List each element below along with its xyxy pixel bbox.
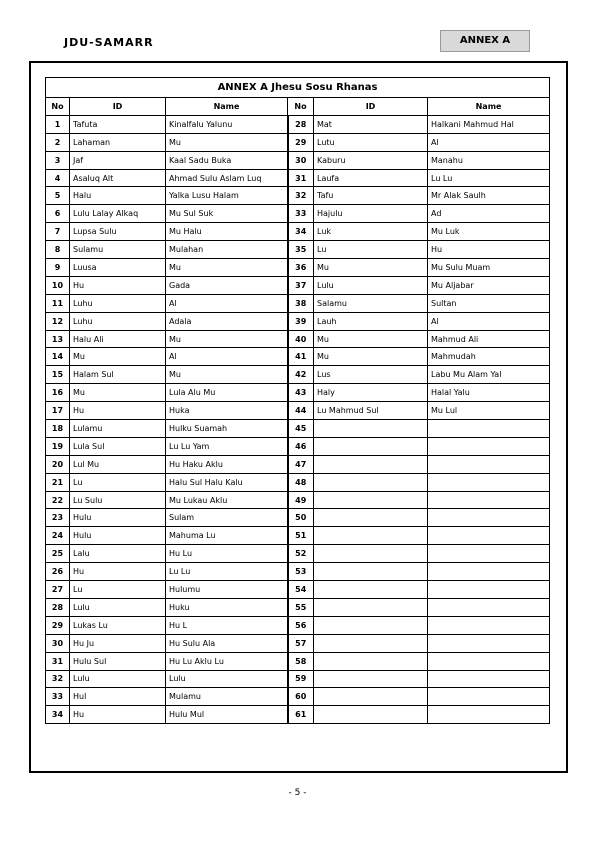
row-name-cell: Al [166,348,288,366]
row-name-cell: Sulam [166,509,288,527]
row-id-cell [314,563,428,581]
row-number-cell: 61 [288,706,314,724]
row-number-cell: 31 [46,652,70,670]
row-id-cell: Lu Sulu [70,491,166,509]
row-name-cell [428,563,550,581]
row-id-cell: Mu [70,348,166,366]
table-row [46,527,550,545]
table-row [46,688,550,706]
row-number-cell: 36 [288,259,314,277]
table-row [46,634,550,652]
column-header: No [46,98,70,116]
row-id-cell [314,652,428,670]
row-id-cell: Halu [70,187,166,205]
row-name-cell: Mu [166,133,288,151]
row-number-cell: 46 [288,437,314,455]
row-name-cell: Kaal Sadu Buka [166,151,288,169]
row-id-cell: Hu [70,402,166,420]
row-id-cell: Luusa [70,259,166,277]
row-id-cell: Lahaman [70,133,166,151]
row-number-cell: 58 [288,652,314,670]
row-number-cell: 33 [46,688,70,706]
column-header: No [288,98,314,116]
row-id-cell: Hul [70,688,166,706]
row-id-cell: Halu Ali [70,330,166,348]
row-name-cell: Mu Halu [166,223,288,241]
page-number: - 5 - [288,788,307,798]
row-id-cell: Lus [314,366,428,384]
row-name-cell [428,437,550,455]
annex-label-box: ANNEX A [440,30,530,52]
row-name-cell [428,509,550,527]
row-id-cell [314,670,428,688]
row-number-cell: 4 [46,169,70,187]
row-id-cell [314,598,428,616]
row-id-cell: Hulu [70,509,166,527]
row-name-cell: Hu Lu Aklu Lu [166,652,288,670]
column-header: ID [314,98,428,116]
row-name-cell: Ad [428,205,550,223]
row-name-cell: Lu Lu [428,169,550,187]
row-number-cell: 35 [288,241,314,259]
row-id-cell: Haly [314,384,428,402]
row-name-cell [428,473,550,491]
row-number-cell: 17 [46,402,70,420]
row-id-cell: Luhu [70,312,166,330]
row-name-cell [428,652,550,670]
row-id-cell: Luhu [70,294,166,312]
row-number-cell: 7 [46,223,70,241]
row-id-cell [314,509,428,527]
row-name-cell: Mr Alak Saulh [428,187,550,205]
row-name-cell: Labu Mu Alam Yal [428,366,550,384]
row-name-cell: Gada [166,276,288,294]
table-row [46,205,550,223]
row-id-cell [314,706,428,724]
table-row [46,455,550,473]
row-id-cell [314,616,428,634]
table-row [46,670,550,688]
row-number-cell: 27 [46,581,70,599]
row-name-cell [428,616,550,634]
row-name-cell: Al [166,294,288,312]
table-row [46,169,550,187]
names-table [45,77,550,724]
row-number-cell: 51 [288,527,314,545]
row-name-cell: Kinalfalu Yalunu [166,115,288,133]
row-number-cell: 43 [288,384,314,402]
row-number-cell: 60 [288,688,314,706]
row-name-cell [428,634,550,652]
row-name-cell: Lu Lu Yam [166,437,288,455]
row-number-cell: 22 [46,491,70,509]
row-id-cell: Asaluq Alt [70,169,166,187]
row-number-cell: 52 [288,545,314,563]
row-id-cell: Halam Sul [70,366,166,384]
row-number-cell: 59 [288,670,314,688]
row-id-cell: Hu [70,276,166,294]
row-name-cell: Mu Lul [428,402,550,420]
row-name-cell: Halkani Mahmud Hal [428,115,550,133]
row-id-cell [314,634,428,652]
row-number-cell: 48 [288,473,314,491]
row-id-cell: Lulu [314,276,428,294]
table-row [46,491,550,509]
row-id-cell: Hulu [70,527,166,545]
row-name-cell: Mulahan [166,241,288,259]
row-number-cell: 38 [288,294,314,312]
row-number-cell: 40 [288,330,314,348]
row-name-cell: Hulu Mul [166,706,288,724]
row-number-cell: 54 [288,581,314,599]
table-row [46,259,550,277]
row-id-cell: Kaburu [314,151,428,169]
table-title: ANNEX A Jhesu Sosu Rhanas [46,78,550,98]
row-number-cell: 9 [46,259,70,277]
row-name-cell [428,491,550,509]
row-name-cell: Mu [166,366,288,384]
row-number-cell: 12 [46,312,70,330]
row-id-cell: Lulu Lalay Alkaq [70,205,166,223]
table-row [46,598,550,616]
row-name-cell: Mu Aljabar [428,276,550,294]
table-row [46,706,550,724]
row-number-cell: 32 [46,670,70,688]
row-id-cell: Jaf [70,151,166,169]
row-number-cell: 41 [288,348,314,366]
row-id-cell [314,455,428,473]
row-name-cell: Lula Alu Mu [166,384,288,402]
row-name-cell [428,706,550,724]
row-number-cell: 24 [46,527,70,545]
row-number-cell: 44 [288,402,314,420]
row-name-cell: Halal Yalu [428,384,550,402]
row-name-cell [428,688,550,706]
row-name-cell: Mu Lukau Aklu [166,491,288,509]
table-row [46,473,550,491]
row-id-cell [314,420,428,438]
row-id-cell: Luk [314,223,428,241]
row-number-cell: 20 [46,455,70,473]
row-id-cell: Lupsa Sulu [70,223,166,241]
row-name-cell [428,670,550,688]
row-id-cell: Sulamu [70,241,166,259]
row-name-cell [428,420,550,438]
row-name-cell: Sultan [428,294,550,312]
row-id-cell: Lulu [70,598,166,616]
row-id-cell: Salamu [314,294,428,312]
row-number-cell: 50 [288,509,314,527]
row-name-cell: Mahmudah [428,348,550,366]
table-row [46,133,550,151]
row-number-cell: 57 [288,634,314,652]
row-name-cell: Huku [166,598,288,616]
row-number-cell: 32 [288,187,314,205]
row-id-cell: Mu [70,384,166,402]
row-id-cell: Hulu Sul [70,652,166,670]
row-name-cell: Hu L [166,616,288,634]
row-id-cell: Hu Ju [70,634,166,652]
row-number-cell: 10 [46,276,70,294]
row-name-cell: Hu Haku Aklu [166,455,288,473]
row-name-cell: Mu [166,259,288,277]
row-number-cell: 8 [46,241,70,259]
row-name-cell: Lu Lu [166,563,288,581]
row-number-cell: 29 [46,616,70,634]
row-name-cell: Mu Sul Suk [166,205,288,223]
table-row [46,616,550,634]
row-id-cell: Lauh [314,312,428,330]
row-id-cell [314,545,428,563]
row-number-cell: 18 [46,420,70,438]
row-number-cell: 33 [288,205,314,223]
row-name-cell [428,527,550,545]
row-name-cell: Mahuma Lu [166,527,288,545]
row-number-cell: 23 [46,509,70,527]
row-number-cell: 31 [288,169,314,187]
row-id-cell: Lul Mu [70,455,166,473]
row-number-cell: 15 [46,366,70,384]
row-name-cell: Huka [166,402,288,420]
row-id-cell: Lutu [314,133,428,151]
table-row [46,420,550,438]
row-name-cell: Hu [428,241,550,259]
row-id-cell: Hu [70,706,166,724]
row-id-cell: Lu [70,581,166,599]
row-number-cell: 49 [288,491,314,509]
row-id-cell: Mu [314,259,428,277]
row-id-cell: Laufa [314,169,428,187]
table-row [46,509,550,527]
row-number-cell: 1 [46,115,70,133]
row-id-cell: Lu Mahmud Sul [314,402,428,420]
row-id-cell: Lulu [70,670,166,688]
table-row [46,187,550,205]
row-number-cell: 2 [46,133,70,151]
table-row [46,223,550,241]
table-row [46,581,550,599]
row-name-cell: Mu [166,330,288,348]
row-number-cell: 28 [46,598,70,616]
table-row [46,115,550,133]
row-number-cell: 34 [288,223,314,241]
row-id-cell [314,437,428,455]
table-row [46,652,550,670]
row-number-cell: 28 [288,115,314,133]
row-id-cell: Mu [314,348,428,366]
row-number-cell: 25 [46,545,70,563]
table-row [46,330,550,348]
table-row [46,545,550,563]
table-row [46,241,550,259]
row-number-cell: 45 [288,420,314,438]
row-number-cell: 5 [46,187,70,205]
row-number-cell: 39 [288,312,314,330]
row-name-cell: Hu Lu [166,545,288,563]
row-id-cell [314,527,428,545]
row-id-cell [314,473,428,491]
row-id-cell [314,581,428,599]
table-row [46,276,550,294]
document-header-left: JDU-SAMARR [64,36,154,49]
row-id-cell: Mat [314,115,428,133]
row-id-cell: Hu [70,563,166,581]
column-header: ID [70,98,166,116]
table-row [46,437,550,455]
row-number-cell: 11 [46,294,70,312]
table-row [46,563,550,581]
row-id-cell: Lula Sul [70,437,166,455]
row-name-cell: Al [428,133,550,151]
row-name-cell: Mu Sulu Muam [428,259,550,277]
row-id-cell: Lu [70,473,166,491]
row-name-cell: Yalka Lusu Halam [166,187,288,205]
row-id-cell: Tafu [314,187,428,205]
row-number-cell: 6 [46,205,70,223]
row-number-cell: 30 [46,634,70,652]
row-id-cell [314,491,428,509]
row-name-cell [428,598,550,616]
row-name-cell [428,455,550,473]
column-header: Name [428,98,550,116]
row-id-cell: Mu [314,330,428,348]
row-name-cell: Mulamu [166,688,288,706]
row-number-cell: 3 [46,151,70,169]
table-row [46,312,550,330]
row-number-cell: 14 [46,348,70,366]
row-number-cell: 34 [46,706,70,724]
row-number-cell: 37 [288,276,314,294]
row-number-cell: 29 [288,133,314,151]
row-name-cell: Hu Sulu Ala [166,634,288,652]
row-id-cell: Hajulu [314,205,428,223]
row-number-cell: 42 [288,366,314,384]
row-name-cell: Adala [166,312,288,330]
table-row [46,402,550,420]
row-id-cell: Tafuta [70,115,166,133]
row-number-cell: 55 [288,598,314,616]
column-header: Name [166,98,288,116]
row-name-cell: Mahmud Ali [428,330,550,348]
row-id-cell [314,688,428,706]
row-number-cell: 19 [46,437,70,455]
row-name-cell: Al [428,312,550,330]
table-row [46,366,550,384]
table-row [46,384,550,402]
row-name-cell: Hulumu [166,581,288,599]
row-number-cell: 26 [46,563,70,581]
row-number-cell: 21 [46,473,70,491]
row-number-cell: 53 [288,563,314,581]
row-id-cell: Lulamu [70,420,166,438]
row-number-cell: 13 [46,330,70,348]
row-name-cell: Halu Sul Halu Kalu [166,473,288,491]
row-number-cell: 56 [288,616,314,634]
row-name-cell [428,581,550,599]
row-id-cell: Lu [314,241,428,259]
row-name-cell: Mu Luk [428,223,550,241]
row-number-cell: 47 [288,455,314,473]
row-id-cell: Lukas Lu [70,616,166,634]
row-name-cell: Hulku Suamah [166,420,288,438]
row-name-cell: Lulu [166,670,288,688]
row-name-cell [428,545,550,563]
row-id-cell: Lalu [70,545,166,563]
row-name-cell: Manahu [428,151,550,169]
table-row [46,348,550,366]
row-number-cell: 30 [288,151,314,169]
row-number-cell: 16 [46,384,70,402]
table-row [46,151,550,169]
row-name-cell: Ahmad Sulu Aslam Luq [166,169,288,187]
table-row [46,294,550,312]
